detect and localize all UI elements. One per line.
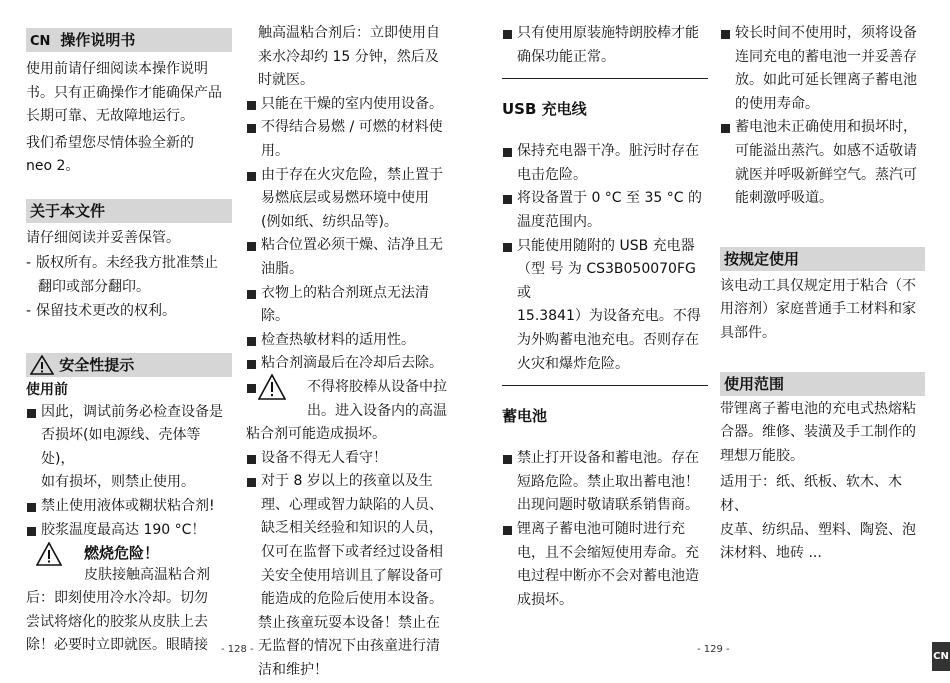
- bullet-unattended: 设备不得无人看守！: [246, 447, 454, 471]
- divider: [502, 78, 708, 79]
- bullet-check-damage: 因此，调试前务必检查设备是 否损坏(如电源线、壳体等处)， 如有损坏，则禁止使用。: [26, 401, 232, 495]
- warning-icon: [30, 355, 54, 375]
- column-2: 触高温粘合剂后：立即使用自 来水冷却约 15 分钟，然后及 时就医。 只能在干燥的室内使用设备。 不得结合易燃 / 可燃的材料使 用。 由于存在火灾危险，禁止置于 易燃底层或易燃环境中使用 (例如纸、纺织品等)。 粘合位置必须干燥、洁净且无 油脂。 衣物上的粘合剂斑点无法清除。 检查热敏材料的适用性。 粘合剂滴最后在冷却后去除。 不得将胶棒从设备中拉 出。进入设备内的高温 粘合剂可能造成损坏。 设备不得无人看守！ 对于 8 岁以上的孩童以及生 理、心理或智力缺陷的人员、 缺乏相关经验和知识的人员， 仅可在监督下或者经过设备相 关安全使用培训且了解设备可 能造成的危险后使用本设备。 禁止孩童玩耍本设备！禁止在 无监督的情况下由孩童进行清 洁和维护！: [246, 22, 454, 683]
- bullet-children-persons: 对于 8 岁以上的孩童以及生 理、心理或智力缺陷的人员、 缺乏相关经验和知识的人员， 仅可在监督下或者经过设备相 关安全使用培训且了解设备可 能造成的危险后使用本设备。: [246, 470, 454, 612]
- bullet-temperature: 胶浆温度最高达 190 °C！: [26, 519, 232, 543]
- bullet-heat-sensitive: 检查热敏材料的适用性。: [246, 329, 454, 353]
- page-number-right: - 129 -: [697, 644, 730, 655]
- language-tab: CN: [932, 642, 950, 671]
- bullet-clean-surface: 粘合位置必须干燥、洁净且无 油脂。: [246, 234, 454, 281]
- column-1: CN 操作说明书 使用前请仔细阅读本操作说明 书。只有正确操作才能确保产品 长期可靠、无故障地运行。 我们希望您尽情体验全新的 neo 2。 关于本文件 请仔细阅读并妥善保管。 - 版权所有。未经我方批准禁止 翻印或部分翻印。 - 保留技术更改的权利。 安全性提示 使用前 因此，调试前务必检查设备是 否损坏(如电源线、壳体等处)， 如有损坏，则禁止使用。 禁止使用液体或糊状粘合剂! 胶浆温度最高达 190 °C！ 燃烧危险！ 皮肤接触高温粘合剂 后：即刻使用冷水冷却。切勿 尝试将熔化的胶浆从皮肤上去 除！必要时立即就医。眼睛接: [26, 24, 232, 658]
- children-play-text: 禁止孩童玩耍本设备！禁止在 无监督的情况下由孩童进行清 洁和维护！: [258, 614, 440, 679]
- bullet-dry-indoor: 只能在干燥的室内使用设备。: [246, 93, 454, 117]
- warning-icon: [36, 542, 62, 566]
- eye-contact-text: 触高温粘合剂后：立即使用自 来水冷却约 15 分钟，然后及 时就医。: [258, 25, 440, 89]
- column-3: [502, 22, 708, 612]
- subheading-before-use: 使用前: [26, 381, 68, 398]
- section-heading-manual: CN 操作说明书: [26, 28, 232, 52]
- bullet-temperature-range: 将设备置于 0 °C 至 35 °C 的 温度范围内。: [502, 187, 708, 234]
- dash-item-tech-changes: - 保留技术更改的权利。: [26, 302, 176, 319]
- bullet-li-ion-charging: 锂离子蓄电池可随时进行充 电，且不会缩短使用寿命。充 电过程中断亦不会对蓄电池造 成损坏。: [502, 518, 708, 612]
- document-note: 请仔细阅读并妥善保管。: [26, 229, 180, 246]
- bullet-charger-clean: 保持充电器干净。脏污时存在 电击危险。: [502, 140, 708, 187]
- burn-warning: 燃烧危险！ 皮肤接触高温粘合剂: [26, 542, 232, 587]
- bullet-no-liquid: 禁止使用液体或糊状粘合剂!: [26, 495, 232, 519]
- section-heading-application: 使用范围: [720, 372, 925, 396]
- section-heading-document: 关于本文件: [26, 199, 232, 223]
- section-heading-usb: USB 充电线: [502, 100, 587, 119]
- divider: [502, 385, 708, 386]
- bullet-glue-stick-warning: 不得将胶棒从设备中拉 出。进入设备内的高温: [246, 376, 454, 423]
- bullet-long-storage: 较长时间不使用时，须将设备 连同充电的蓄电池一并妥善存 放。如此可延长锂离子蓄电池 的使用寿命。: [720, 22, 925, 116]
- section-heading-safety: 安全性提示: [26, 353, 232, 377]
- warning-icon: [258, 374, 286, 400]
- dash-item-copyright: - 版权所有。未经我方批准禁止 翻印或部分翻印。: [26, 254, 218, 295]
- bullet-do-not-open: 禁止打开设备和蓄电池。存在 短路危险。禁止取出蓄电池！ 出现问题时敬请联系销售商。: [502, 447, 708, 518]
- bullet-usb-charger-only: 只能使用随附的 USB 充电器 （型 号 为 CS3B050070FG 或 15.3841）为设备充电。不得 为外购蓄电池充电。否则存在 火灾和爆炸危险。: [502, 235, 708, 377]
- bullet-fire-risk: 由于存在火灾危险，禁止置于 易燃底层或易燃环境中使用 (例如纸、纺织品等)。: [246, 164, 454, 235]
- bullet-clothing-stain: 衣物上的粘合剂斑点无法清除。: [246, 282, 454, 329]
- bullet-flammable: 不得结合易燃 / 可燃的材料使 用。: [246, 116, 454, 163]
- section-heading-battery: 蓄电池: [502, 407, 548, 426]
- application-text: 带锂离子蓄电池的充电式热熔粘 合器。维修、装潢及手工制作的 理想万能胶。 适用于：纸、纸板、软木、木材、 皮革、纺织品、塑料、陶瓷、泡 沫材料、地砖 ...: [720, 400, 916, 562]
- language-code: CN: [30, 34, 51, 49]
- burn-danger-title: 燃烧危险！: [84, 544, 160, 563]
- column-4: [720, 22, 925, 566]
- bullet-vapour-warning: 蓄电池未正确使用和损坏时， 可能溢出蒸汽。如感不适敬请 就医并呼吸新鲜空气。蒸汽可 能刺激呼吸道。: [720, 116, 925, 210]
- intro-paragraph: 使用前请仔细阅读本操作说明 书。只有正确操作才能确保产品 长期可靠、无故障地运行。 我们希望您尽情体验全新的 neo 2。: [26, 61, 222, 175]
- bullet-remove-drops: 粘合剂滴最后在冷却后去除。: [246, 352, 454, 376]
- section-heading-intended-use: 按规定使用: [720, 247, 925, 271]
- bullet-original-sticks: 只有使用原装施特朗胶棒才能 确保功能正常。: [502, 22, 708, 69]
- page-number-left: - 128 -: [221, 644, 254, 655]
- intended-use-text: 该电动工具仅规定用于粘合（不 用溶剂）家庭普通手工材料和家 具部件。: [720, 277, 916, 341]
